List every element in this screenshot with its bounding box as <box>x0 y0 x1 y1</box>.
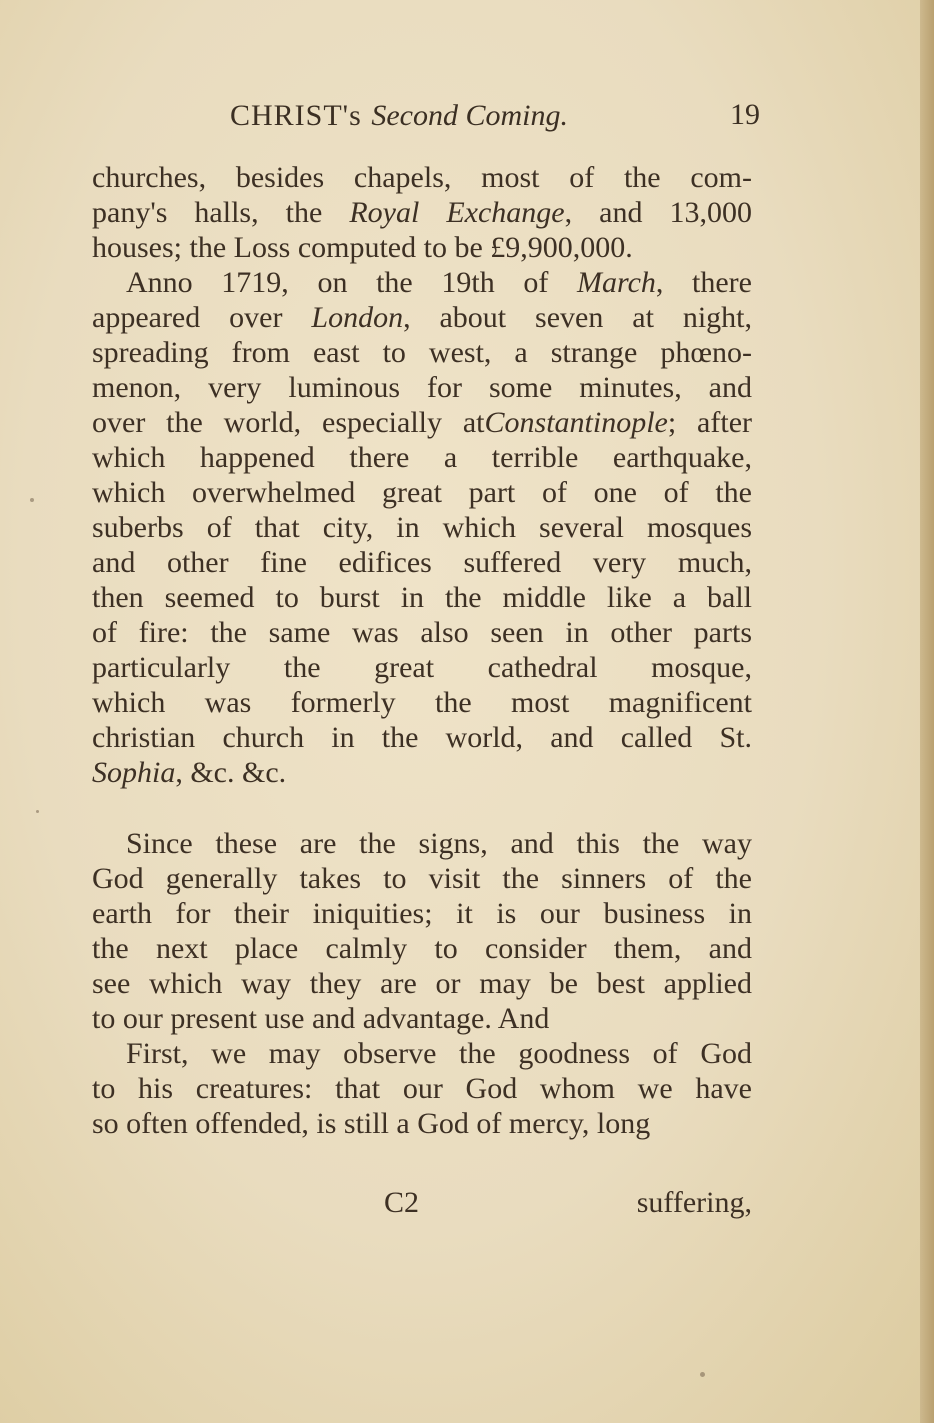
text-line <box>92 510 752 545</box>
text-line <box>92 335 752 370</box>
text-line <box>92 931 752 966</box>
text-line <box>92 1001 752 1036</box>
italic-text: London <box>311 301 404 334</box>
paper-speck <box>30 498 34 502</box>
line-text: spreading from east to west, a strange phœno- <box>92 336 752 369</box>
line-text: of fire: the same was also seen in other parts <box>92 616 752 649</box>
text-line <box>92 475 752 510</box>
text-line <box>92 545 752 580</box>
line-text: and other fine edifices suffered very much, <box>92 546 752 579</box>
line-text: which happened there a terrible earthquake, <box>92 441 752 474</box>
line-text: ; after <box>667 406 753 439</box>
line-text: pany's halls, the <box>92 196 350 229</box>
line-text: First, we may observe the goodness of God <box>126 1037 752 1070</box>
line-text: , and 13,000 <box>564 196 752 229</box>
italic-text: March <box>577 266 656 299</box>
text-line <box>92 160 752 195</box>
line-text: then seemed to burst in the middle like a ball <box>92 581 752 614</box>
line-text: to our present use and advantage. And <box>92 1002 550 1035</box>
line-text: Anno 1719, on the 19th of <box>126 266 578 299</box>
italic-text: Constantinople <box>484 406 668 439</box>
line-text: the next place calmly to consider them, and <box>92 932 752 965</box>
text-line <box>92 230 752 265</box>
catchword: suffering, <box>636 1186 752 1219</box>
line-text: God generally takes to visit the sinners of the <box>92 862 752 895</box>
line-text: , &c. &c. <box>175 756 287 789</box>
text-line <box>92 300 752 335</box>
line-text: houses; the Loss computed to be £9,900,000. <box>92 231 633 264</box>
line-text: to his creatures: that our God whom we have <box>92 1072 752 1105</box>
paragraph-gap <box>92 790 752 826</box>
line-text: , about seven at night, <box>403 301 753 334</box>
line-text: christian church in the world, and called St. <box>92 721 752 754</box>
text-line <box>92 370 752 405</box>
line-text: so often offended, is still a God of mercy, long <box>92 1107 651 1140</box>
header-title-italic: Second Coming. <box>371 99 568 132</box>
text-line <box>92 405 752 440</box>
text-line <box>92 1106 752 1141</box>
text-line <box>92 440 752 475</box>
page-edge <box>920 0 934 1423</box>
line-text: over the world, especially at <box>92 406 485 439</box>
page-number: 19 <box>730 98 760 131</box>
line-text: see which way they are or may be best applied <box>92 967 752 1000</box>
text-line <box>92 650 752 685</box>
line-text: appeared over <box>92 301 312 334</box>
header-title-caps: CHRIST's <box>230 99 362 132</box>
text-line <box>92 580 752 615</box>
page-footer <box>92 1186 752 1226</box>
text-line <box>92 265 752 300</box>
line-text: menon, very luminous for some minutes, and <box>92 371 752 404</box>
paper-speck <box>36 810 39 813</box>
line-text: , there <box>655 266 752 299</box>
signature-mark: C2 <box>384 1186 420 1219</box>
text-line <box>92 615 752 650</box>
italic-text: Sophia <box>92 756 176 789</box>
line-text: particularly the great cathedral mosque, <box>92 651 752 684</box>
line-text: Since these are the signs, and this the way <box>126 827 752 860</box>
text-line <box>92 966 752 1001</box>
italic-text: Royal Exchange <box>349 196 565 229</box>
line-text: earth for their iniquities; it is our business in <box>92 897 752 930</box>
line-text: churches, besides chapels, most of the com- <box>92 161 752 194</box>
line-text: suberbs of that city, in which several mosques <box>92 511 752 544</box>
text-line <box>92 755 752 790</box>
text-line <box>92 685 752 720</box>
text-line <box>92 861 752 896</box>
body-text <box>92 160 752 1141</box>
line-text: which was formerly the most magnificent <box>92 686 752 719</box>
text-line <box>92 1071 752 1106</box>
text-line <box>92 826 752 861</box>
text-line <box>92 720 752 755</box>
paper-speck <box>700 1372 705 1377</box>
line-text: which overwhelmed great part of one of the <box>92 476 752 509</box>
text-line <box>92 1036 752 1071</box>
running-header <box>230 98 760 138</box>
text-line <box>92 195 752 230</box>
text-line <box>92 896 752 931</box>
